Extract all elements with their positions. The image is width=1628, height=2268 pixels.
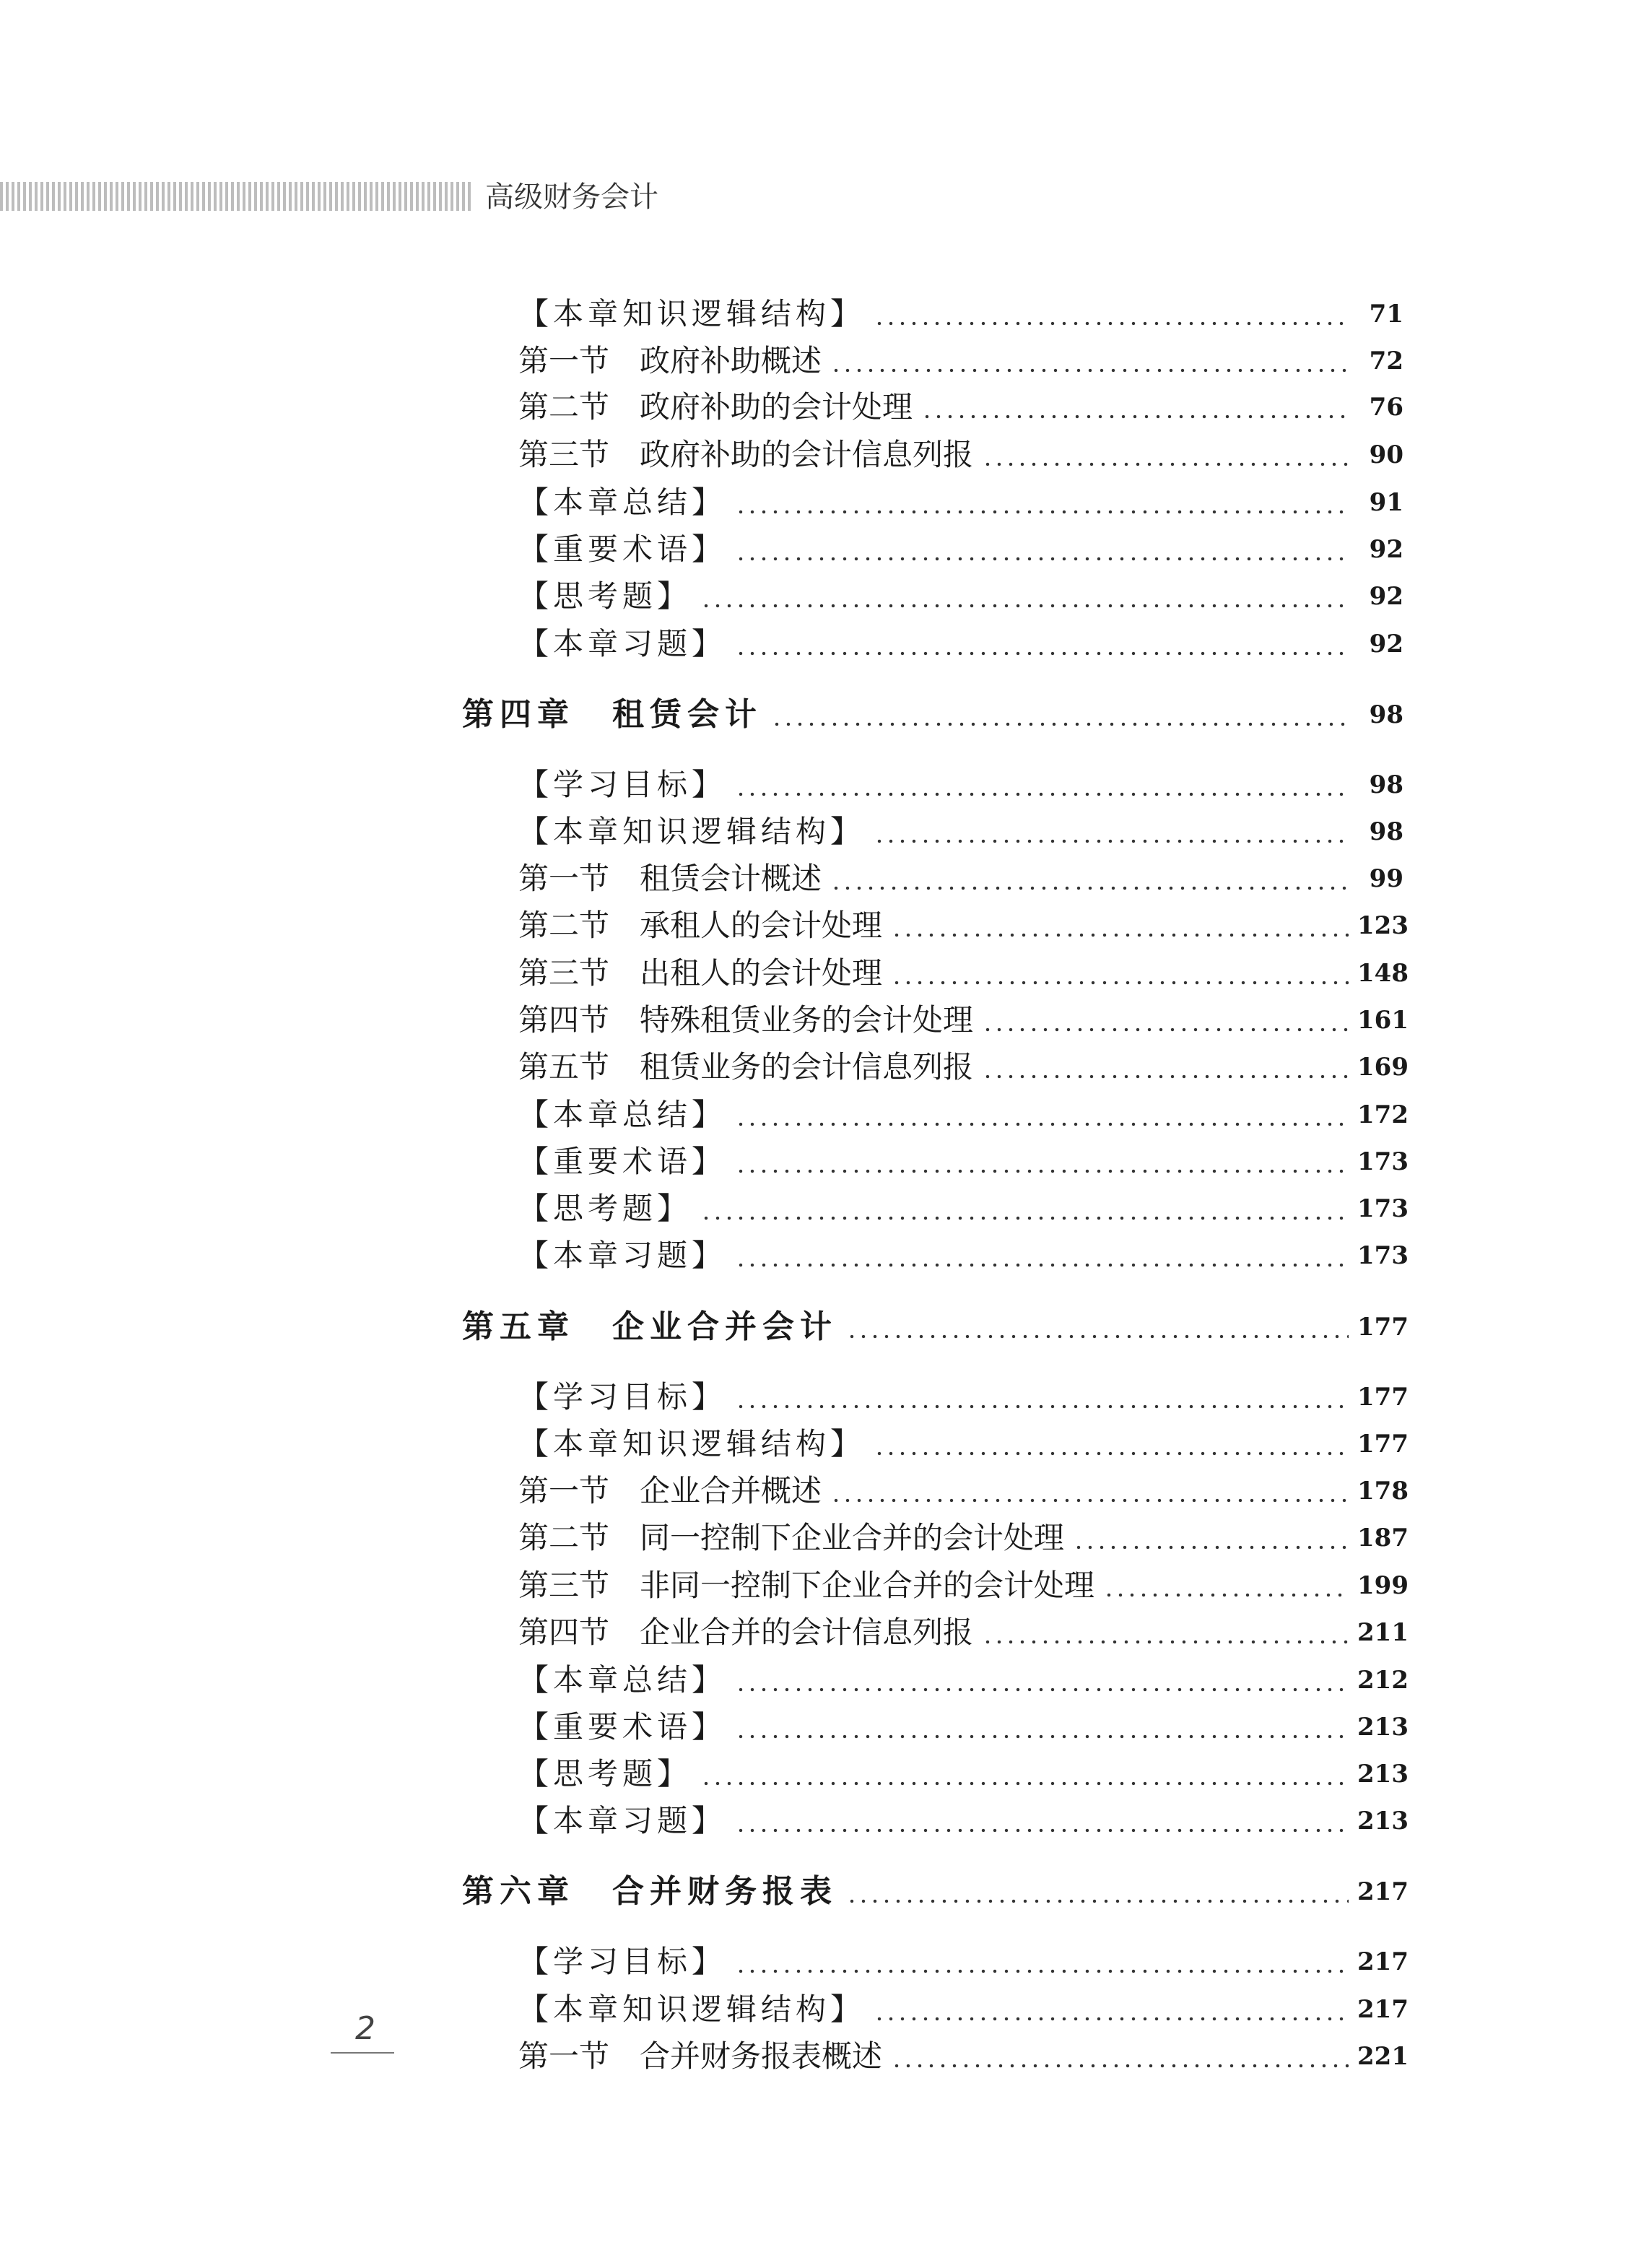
toc-entry-bracket[interactable]: [518, 575, 1403, 618]
toc-entry-page: 172: [1357, 1100, 1409, 1129]
toc-entry-page: 161: [1357, 1006, 1409, 1035]
toc-entry-page: 76: [1369, 393, 1403, 422]
dot-leader: [735, 1263, 1349, 1267]
toc-entry-label: 【本章总结】: [518, 1097, 727, 1132]
toc-entry-bracket[interactable]: [518, 763, 1403, 807]
dot-leader: [735, 1828, 1349, 1833]
toc-entry-page: 71: [1369, 300, 1403, 329]
toc-entry-label: 第三节 政府补助的会计信息列报: [518, 437, 974, 472]
dot-leader: [874, 839, 1349, 843]
toc-entry-section[interactable]: [518, 1469, 1409, 1513]
toc-entry-chapter[interactable]: [462, 1305, 1409, 1349]
toc-entry-chapter[interactable]: [462, 1870, 1409, 1913]
dot-leader: [735, 651, 1349, 656]
toc-entry-label: 【重要术语】: [518, 1144, 727, 1179]
toc-entry-section[interactable]: [518, 952, 1409, 995]
dot-leader: [735, 1734, 1349, 1739]
dot-leader: [830, 368, 1349, 373]
toc-entry-page: 177: [1357, 1313, 1409, 1342]
toc-entry-label: 第四章 租赁会计: [462, 696, 762, 733]
dot-leader: [891, 933, 1349, 937]
toc-entry-label: 【学习目标】: [518, 767, 727, 802]
toc-entry-section[interactable]: [518, 999, 1409, 1042]
dot-leader: [982, 1074, 1349, 1079]
toc-entry-page: 98: [1369, 700, 1403, 729]
toc-entry-label: 【本章知识逻辑结构】: [518, 296, 866, 331]
toc-entry-page: 173: [1357, 1194, 1409, 1223]
dot-leader: [771, 722, 1349, 726]
toc-entry-label: 第二节 政府补助的会计处理: [518, 389, 913, 425]
dot-leader: [874, 321, 1349, 326]
toc-entry-label: 第六章 合并财务报表: [462, 1873, 837, 1910]
toc-entry-page: 91: [1369, 488, 1403, 517]
dot-leader: [891, 981, 1349, 985]
dot-leader: [735, 510, 1349, 514]
toc-entry-label: 【思考题】: [518, 1191, 692, 1226]
toc-entry-page: 212: [1357, 1666, 1409, 1695]
page-number-rule: [331, 2052, 394, 2054]
toc-entry-page: 92: [1369, 582, 1403, 611]
toc-entry-label: 【本章总结】: [518, 485, 727, 520]
dot-leader: [735, 792, 1349, 796]
toc-entry-bracket[interactable]: [518, 1706, 1409, 1749]
toc-entry-page: 178: [1357, 1477, 1409, 1506]
toc-entry-bracket[interactable]: [518, 1234, 1409, 1277]
toc-entry-label: 【本章知识逻辑结构】: [518, 1426, 866, 1461]
dot-leader: [735, 1687, 1349, 1692]
toc-entry-section[interactable]: [518, 904, 1409, 947]
toc-entry-label: 第一节 租赁会计概述: [518, 861, 822, 896]
dot-leader: [846, 1899, 1349, 1903]
toc-entry-bracket[interactable]: [518, 1940, 1409, 1984]
toc-entry-bracket[interactable]: [518, 1799, 1409, 1843]
toc-entry-page: 213: [1357, 1760, 1409, 1789]
toc-entry-page: 98: [1369, 770, 1403, 799]
toc-entry-page: 99: [1369, 864, 1403, 893]
toc-entry-page: 173: [1357, 1147, 1409, 1176]
dot-leader: [700, 1216, 1349, 1220]
toc-entry-page: 148: [1357, 959, 1409, 988]
toc-entry-page: 217: [1357, 1995, 1409, 2024]
toc-entry-page: 217: [1357, 1947, 1409, 1976]
toc-entry-bracket[interactable]: [518, 1752, 1409, 1796]
toc-entry-bracket[interactable]: [518, 1376, 1409, 1419]
toc-entry-page: 187: [1357, 1524, 1409, 1552]
toc-entry-label: 【学习目标】: [518, 1379, 727, 1415]
toc-entry-label: 第一节 合并财务报表概述: [518, 2038, 883, 2074]
dot-leader: [735, 1969, 1349, 1973]
page-number: 2: [355, 2010, 375, 2047]
dot-leader: [874, 2017, 1349, 2021]
toc-entry-label: 【本章总结】: [518, 1662, 727, 1698]
toc-entry-page: 177: [1357, 1430, 1409, 1459]
dot-leader: [700, 1781, 1349, 1786]
toc-entry-label: 【本章习题】: [518, 1238, 727, 1273]
toc-entry-section[interactable]: [518, 1516, 1409, 1560]
toc-entry-section[interactable]: [518, 433, 1403, 477]
dot-leader: [982, 1027, 1349, 1032]
toc-entry-page: 90: [1369, 440, 1403, 469]
dot-leader: [700, 604, 1349, 608]
toc-entry-label: 【本章习题】: [518, 1803, 727, 1838]
toc-entry-label: 第四节 企业合并的会计信息列报: [518, 1615, 974, 1650]
header-decorative-bar: [0, 182, 473, 211]
dot-leader: [735, 1122, 1349, 1126]
toc-entry-label: 【重要术语】: [518, 531, 727, 567]
toc-entry-section[interactable]: [518, 386, 1403, 429]
toc-entry-page: 177: [1357, 1383, 1409, 1412]
toc-entry-section[interactable]: [518, 1046, 1409, 1089]
toc-entry-page: 98: [1369, 817, 1403, 846]
toc-entry-bracket[interactable]: [518, 810, 1403, 853]
dot-leader: [846, 1334, 1349, 1339]
toc-entry-label: 第一节 企业合并概述: [518, 1473, 822, 1508]
dot-leader: [921, 414, 1349, 419]
dot-leader: [830, 1498, 1349, 1503]
toc-entry-section[interactable]: [518, 339, 1403, 383]
running-header-title: 高级财务会计: [485, 181, 658, 214]
dot-leader: [735, 557, 1349, 561]
toc-entry-page: 217: [1357, 1877, 1409, 1906]
toc-entry-label: 【本章习题】: [518, 626, 727, 661]
toc-entry-page: 213: [1357, 1713, 1409, 1742]
toc-entry-label: 【思考题】: [518, 578, 692, 614]
toc-entry-label: 【本章知识逻辑结构】: [518, 814, 866, 849]
toc-entry-label: 【重要术语】: [518, 1709, 727, 1745]
toc-entry-page: 213: [1357, 1807, 1409, 1835]
toc-entry-bracket[interactable]: [518, 1422, 1409, 1466]
toc-entry-label: 第四节 特殊租赁业务的会计处理: [518, 1002, 974, 1038]
toc-entry-label: 第三节 非同一控制下企业合并的会计处理: [518, 1568, 1095, 1603]
toc-entry-chapter[interactable]: [462, 693, 1403, 737]
toc-entry-section[interactable]: [518, 2035, 1409, 2078]
toc-entry-label: 【学习目标】: [518, 1944, 727, 1979]
toc-entry-bracket[interactable]: [518, 528, 1403, 571]
toc-entry-section[interactable]: [518, 857, 1403, 900]
toc-entry-bracket[interactable]: [518, 481, 1403, 524]
toc-entry-page: 199: [1357, 1571, 1409, 1600]
toc-entry-label: 第二节 承租人的会计处理: [518, 908, 883, 943]
dot-leader: [891, 2064, 1349, 2068]
toc-entry-label: 【思考题】: [518, 1756, 692, 1791]
toc-entry-bracket[interactable]: [518, 292, 1403, 336]
dot-leader: [830, 886, 1349, 890]
toc-entry-label: 第三节 出租人的会计处理: [518, 955, 883, 991]
toc-entry-bracket[interactable]: [518, 1187, 1409, 1230]
dot-leader: [874, 1451, 1349, 1456]
toc-entry-label: 第一节 政府补助概述: [518, 343, 822, 378]
toc-entry-bracket[interactable]: [518, 1659, 1409, 1702]
dot-leader: [1073, 1545, 1349, 1550]
toc-entry-page: 123: [1357, 911, 1409, 940]
toc-entry-page: 169: [1357, 1053, 1409, 1082]
toc-entry-bracket[interactable]: [518, 1988, 1409, 2031]
toc-entry-section[interactable]: [518, 1564, 1409, 1607]
toc-entry-page: 211: [1357, 1618, 1409, 1647]
toc-entry-bracket[interactable]: [518, 622, 1403, 666]
toc-entry-page: 92: [1369, 535, 1403, 564]
dot-leader: [1103, 1593, 1349, 1597]
dot-leader: [982, 1640, 1349, 1644]
toc-entry-label: 【本章知识逻辑结构】: [518, 1991, 866, 2027]
toc-entry-label: 第五章 企业合并会计: [462, 1308, 837, 1345]
toc-entry-bracket[interactable]: [518, 1093, 1409, 1137]
toc-entry-page: 92: [1369, 630, 1403, 659]
toc-entry-bracket[interactable]: [518, 1140, 1409, 1183]
dot-leader: [735, 1404, 1349, 1409]
toc-entry-label: 第二节 同一控制下企业合并的会计处理: [518, 1520, 1065, 1555]
toc-entry-label: 第五节 租赁业务的会计信息列报: [518, 1049, 974, 1085]
dot-leader: [735, 1169, 1349, 1173]
toc-entry-section[interactable]: [518, 1611, 1409, 1654]
toc-entry-page: 221: [1357, 2042, 1409, 2071]
dot-leader: [982, 462, 1349, 466]
toc-entry-page: 72: [1369, 347, 1403, 375]
toc-entry-page: 173: [1357, 1241, 1409, 1270]
